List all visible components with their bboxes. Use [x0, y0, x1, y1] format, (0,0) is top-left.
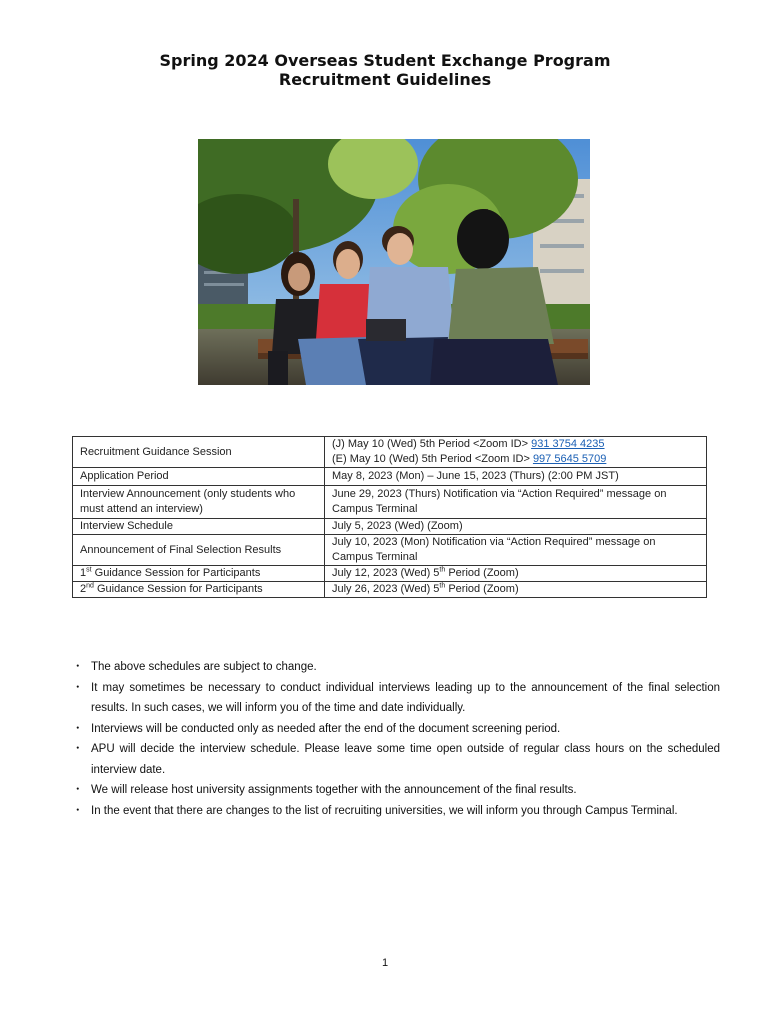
row-value: July 26, 2023 (Wed) 5th Period (Zoom)	[325, 582, 707, 598]
note-text: Interviews will be conducted only as needed after the end of the document screening period.	[91, 722, 561, 735]
row-label	[73, 486, 325, 519]
row-value	[325, 486, 707, 519]
row-value	[325, 437, 707, 468]
row-value: July 12, 2023 (Wed) 5th Period (Zoom)	[325, 566, 707, 582]
schedule-table	[72, 436, 707, 598]
row-value	[325, 535, 707, 566]
row-value: July 5, 2023 (Wed) (Zoom)	[325, 519, 707, 535]
zoom-link-english[interactable]: 997 5645 5709	[532, 453, 607, 465]
table-row	[73, 437, 707, 468]
table-row	[73, 486, 707, 519]
value-line: June 29, 2023 (Thurs) Notification via “Action Required” message on	[332, 488, 667, 500]
list-item	[72, 780, 720, 801]
list-item	[72, 678, 720, 719]
table-row	[73, 468, 707, 486]
row-label: Announcement of Final Selection Results	[73, 535, 325, 566]
note-text: In the event that there are changes to the list of recruiting universities, we will inform you through Campus Terminal.	[91, 804, 678, 817]
students-photo	[198, 139, 590, 385]
table-row	[73, 535, 707, 566]
table-row	[73, 566, 707, 582]
list-item	[72, 801, 720, 822]
bullet: ・	[72, 784, 84, 796]
row-label: Application Period	[73, 468, 325, 486]
notes-list	[72, 657, 720, 821]
row-label: Recruitment Guidance Session	[73, 437, 325, 468]
label-line: must attend an interview)	[80, 503, 203, 515]
row-label: 1st Guidance Session for Participants	[73, 566, 325, 582]
row-value: May 8, 2023 (Mon) – June 15, 2023 (Thurs) (2:00 PM JST)	[325, 468, 707, 486]
row-label: 2nd Guidance Session for Participants	[73, 582, 325, 598]
zoom-link-japanese[interactable]: 931 3754 4235	[531, 438, 605, 450]
value-line: July 10, 2023 (Mon) Notification via “Action Required” message on	[332, 536, 656, 548]
guidance-j-text: (J) May 10 (Wed) 5th Period <Zoom ID>	[332, 438, 532, 450]
value-line: Campus Terminal	[332, 551, 418, 563]
note-text: APU will decide the interview schedule. Please leave some time open outside of regular class hours on the scheduled interview date.	[91, 743, 720, 776]
bullet: ・	[72, 681, 84, 694]
list-item	[72, 719, 720, 740]
list-item	[72, 657, 720, 678]
value-line: Campus Terminal	[332, 503, 418, 515]
list-item	[72, 739, 720, 780]
document-title	[0, 51, 770, 89]
page-number: 1	[381, 957, 389, 969]
note-text: The above schedules are subject to change.	[91, 661, 317, 673]
bullet: ・	[72, 661, 84, 673]
note-text: It may sometimes be necessary to conduct individual interviews leading up to the announcement of the final selection results. In such cases, we will inform you of the time and date individually.	[91, 681, 720, 714]
table-row	[73, 519, 707, 535]
guidance-e-text: (E) May 10 (Wed) 5th Period <Zoom ID>	[332, 453, 533, 465]
row-label: Interview Schedule	[73, 519, 325, 535]
bullet: ・	[72, 722, 84, 735]
bullet: ・	[72, 804, 84, 817]
note-text: We will release host university assignments together with the announcement of the final results.	[91, 784, 577, 796]
table-row	[73, 582, 707, 598]
title-line-2: Recruitment Guidelines	[278, 70, 492, 89]
label-line: Interview Announcement (only students who	[80, 488, 296, 500]
title-line-1: Spring 2024 Overseas Student Exchange Program	[159, 51, 611, 70]
bullet: ・	[72, 743, 84, 755]
